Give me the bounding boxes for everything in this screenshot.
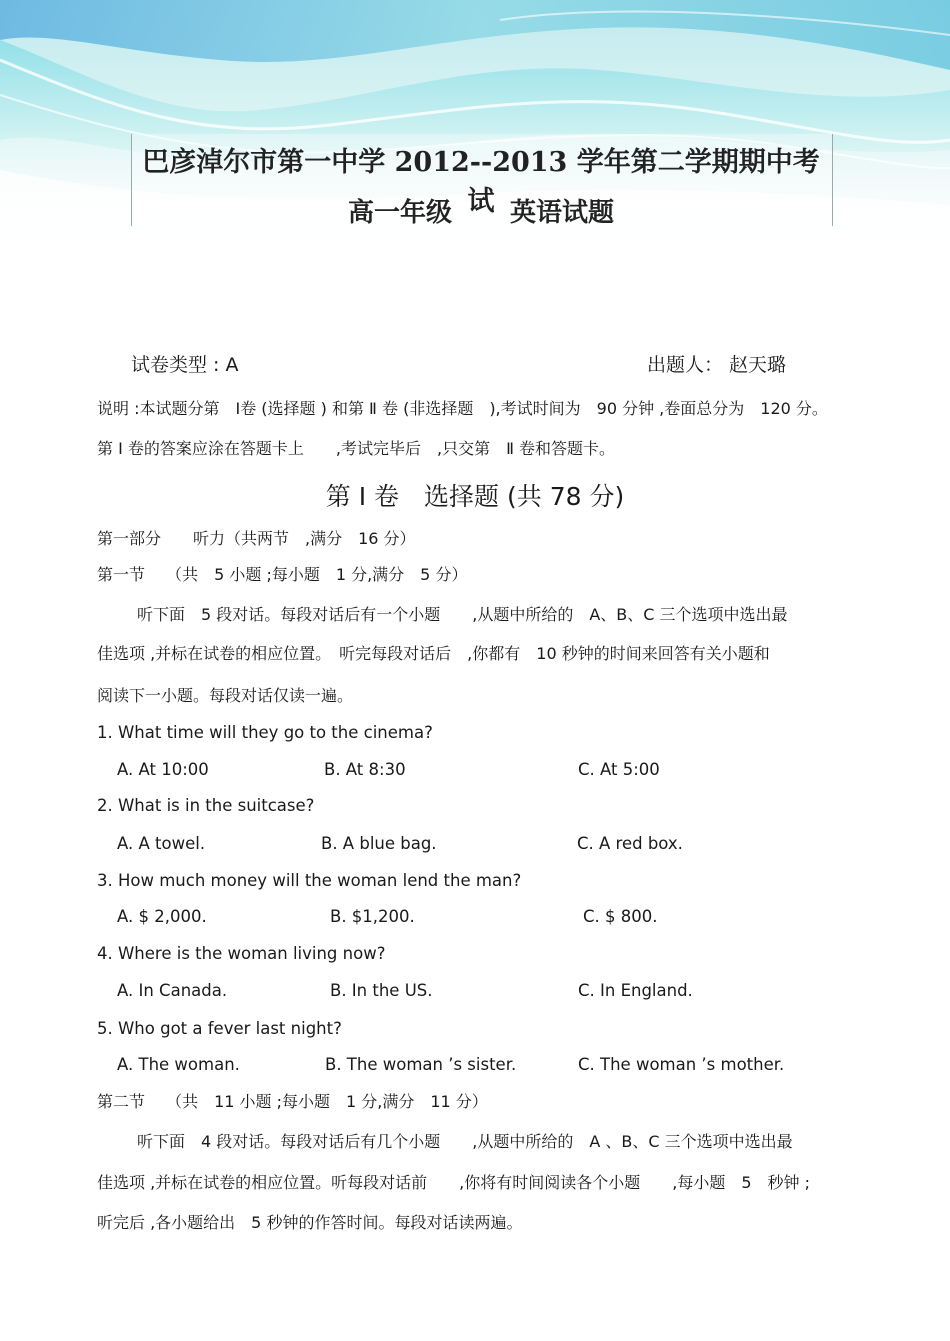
exam-title: 巴彦淖尔市第一中学 2012--2013 学年第二学期期中考试	[142, 147, 820, 217]
option-c: C. At 5:00	[578, 760, 660, 779]
option-a: A. A towel.	[117, 834, 206, 853]
option-a: A. In Canada.	[117, 981, 228, 1000]
option-b: B. In the US.	[330, 981, 433, 1000]
question-stem: 2. What is in the suitcase?	[97, 796, 315, 815]
question-stem: 5. Who got a fever last night?	[97, 1019, 342, 1038]
grade-label: 高一年级	[347, 198, 452, 228]
sec1-heading: 第一节 （共 5 小题 ;每小题 1 分,满分 5 分）	[97, 565, 468, 584]
paper-type: 试卷类型 : A	[131, 354, 239, 376]
sec2-para-line: 听下面 4 段对话。每段对话后有几个小题 ,从题中所给的 A 、B、C 三个选项中选出最	[137, 1132, 793, 1151]
option-b: B. The woman ’s sister.	[325, 1055, 517, 1074]
option-c: C. The woman ’s mother.	[578, 1055, 785, 1074]
author: 出题人： 赵天璐	[647, 354, 787, 376]
question-stem: 3. How much money will the woman lend the man?	[97, 871, 522, 890]
sec2-para-line: 听完后 ,各小题给出 5 秒钟的作答时间。每段对话读两遍。	[97, 1213, 523, 1232]
sec1-para-line: 佳选项 ,并标在试卷的相应位置。 听完每段对话后 ,你都有 10 秒钟的时间来回答有关小题和	[97, 644, 770, 663]
sec1-para-line: 阅读下一小题。每段对话仅读一遍。	[97, 686, 354, 705]
option-b: B. A blue bag.	[321, 834, 437, 853]
exam-subtitle	[131, 192, 831, 229]
instructions-line-1: 说明 :本试题分第 Ⅰ卷 (选择题 ) 和第 Ⅱ 卷 (非选择题 ),考试时间为 90 分钟 ,卷面总分为 120 分。	[97, 399, 828, 418]
option-a: A. At 10:00	[117, 760, 209, 779]
sec2-heading: 第二节 （共 11 小题 ;每小题 1 分,满分 11 分）	[97, 1092, 488, 1111]
part1-heading: 第一部分 听力（共两节 ,满分 16 分）	[97, 529, 416, 548]
question-stem: 1. What time will they go to the cinema?	[97, 723, 433, 742]
option-b: B. $1,200.	[330, 907, 415, 926]
question-stem: 4. Where is the woman living now?	[97, 944, 386, 963]
option-b: B. At 8:30	[324, 760, 406, 779]
instructions-line-2: 第 Ⅰ 卷的答案应涂在答题卡上 ,考试完毕后 ,只交第 Ⅱ 卷和答题卡。	[97, 439, 616, 458]
option-c: C. $ 800.	[583, 907, 658, 926]
option-a: A. $ 2,000.	[117, 907, 207, 926]
option-c: C. In England.	[578, 981, 693, 1000]
section-title: 第 Ⅰ 卷 选择题 (共 78 分)	[325, 482, 625, 511]
option-a: A. The woman.	[117, 1055, 240, 1074]
subject-label: 英语试题	[510, 198, 615, 228]
sec2-para-line: 佳选项 ,并标在试卷的相应位置。听每段对话前 ,你将有时间阅读各个小题 ,每小题 5 秒钟 ;	[97, 1173, 811, 1192]
option-c: C. A red box.	[577, 834, 683, 853]
sec1-para-line: 听下面 5 段对话。每段对话后有一个小题 ,从题中所给的 A、B、C 三个选项中选出最	[137, 605, 788, 624]
